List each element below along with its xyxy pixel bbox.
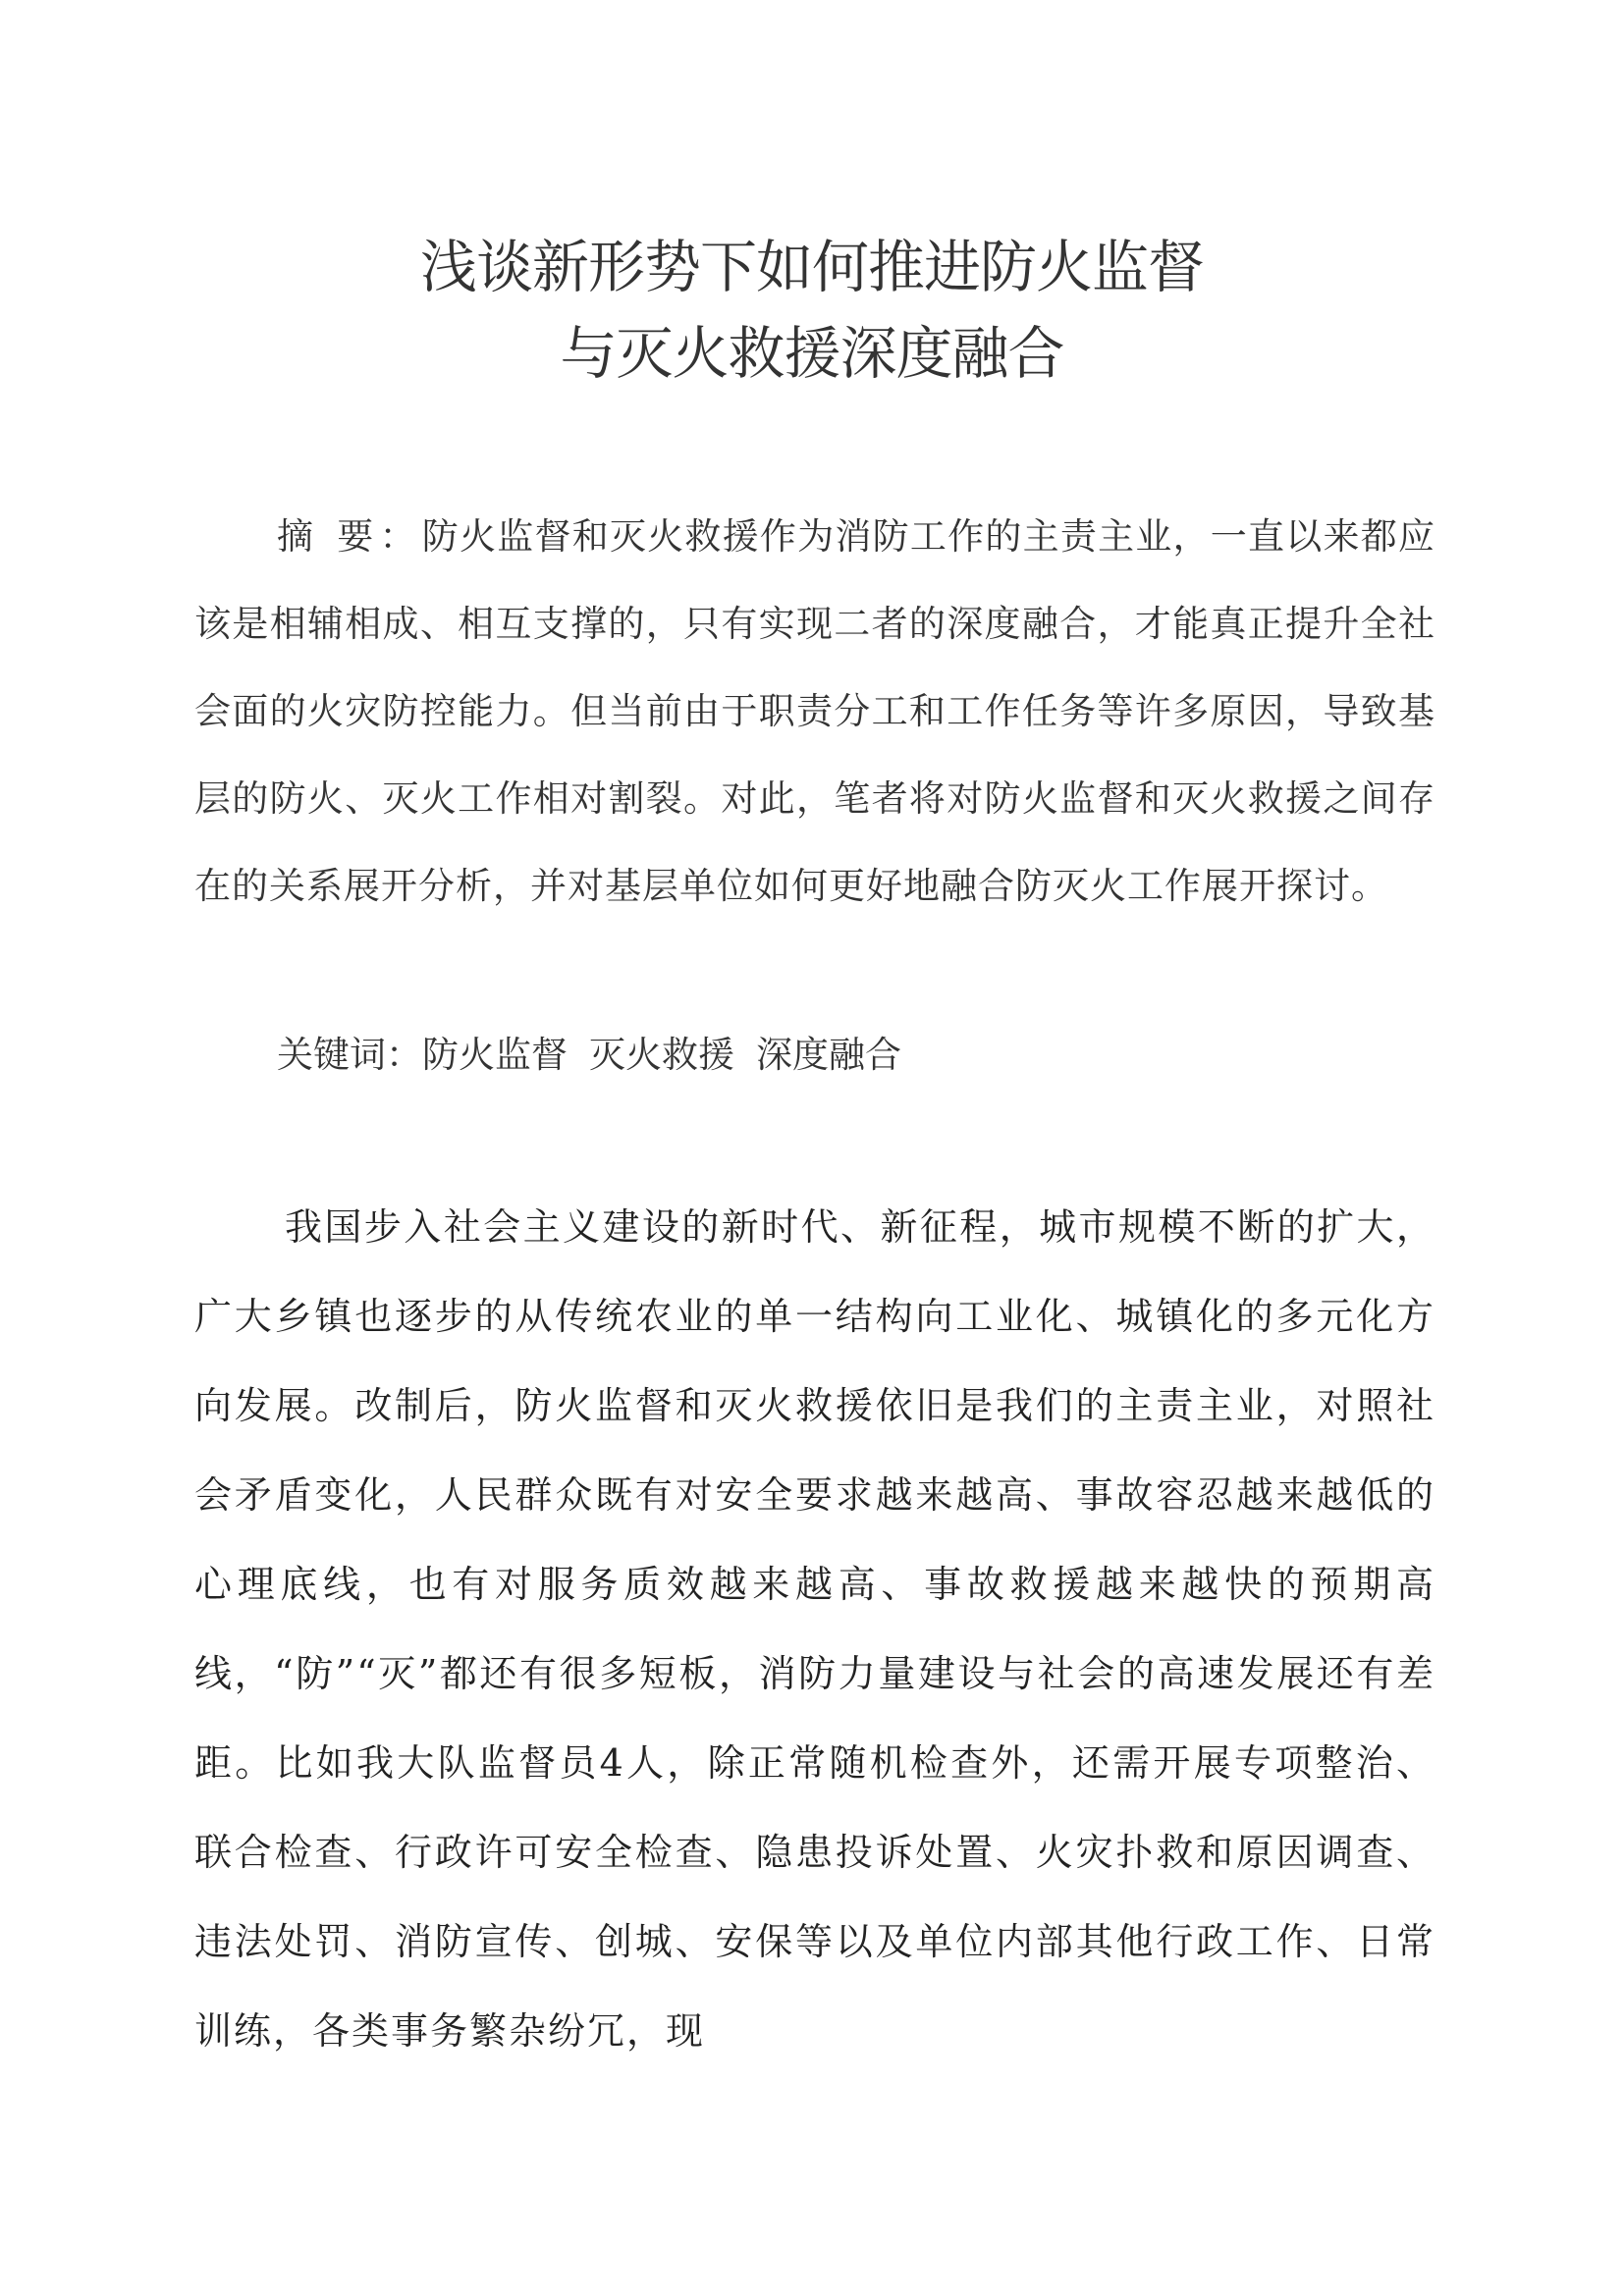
title-line-1: 浅谈新形势下如何推进防火监督 [419, 234, 1204, 300]
keyword-item: 防火监督 [422, 1034, 568, 1076]
abstract-label: 摘 要： [277, 515, 422, 558]
title-line-2: 与灭火救援深度融合 [560, 320, 1064, 387]
abstract-text: 防火监督和灭火救援作为消防工作的主责主业，一直以来都应该是相辅相成、相互支撑的，只有实现二者的深度融合，才能真正提升全社会面的火灾防控能力。但当前由于职责分工和工作任务等许多原因，导致基层的防火、灭火工作相对割裂。对此，笔者将对防火监督和灭火救援之间存在的关系展开分析，并对基层单位如何更好地融合防灭火工作展开探讨。 [194, 515, 1436, 907]
keywords-line [277, 1011, 923, 1098]
abstract-paragraph [194, 493, 1435, 930]
keyword-item: 深度融合 [756, 1034, 901, 1076]
document-title [0, 224, 1624, 397]
body-paragraph: 我国步入社会主义建设的新时代、新征程，城市规模不断的扩大，广大乡镇也逐步的从传统农业的单一结构向工业化、城镇化的多元化方向发展。改制后，防火监督和灭火救援依旧是我们的主责主业，对照社会矛盾变化，人民群众既有对安全要求越来越高、事故容忍越来越低的心理底线，也有对服务质效越来越高、事故救援越来越快的预期高线，“防”“灭”都还有很多短板，消防力量建设与社会的高速发展还有差距。比如我大队监督员4人，除正常随机检查外，还需开展专项整治、联合检查、行政许可安全检查、隐患投诉处置、火灾扑救和原因调查、违法处罚、消防宣传、创城、安保等以及单位内部其他行政工作、日常训练，各类事务繁杂纷冗，现 [194, 1205, 1435, 2053]
keywords-label: 关键词： [277, 1034, 422, 1076]
keyword-item: 灭火救援 [589, 1034, 734, 1076]
